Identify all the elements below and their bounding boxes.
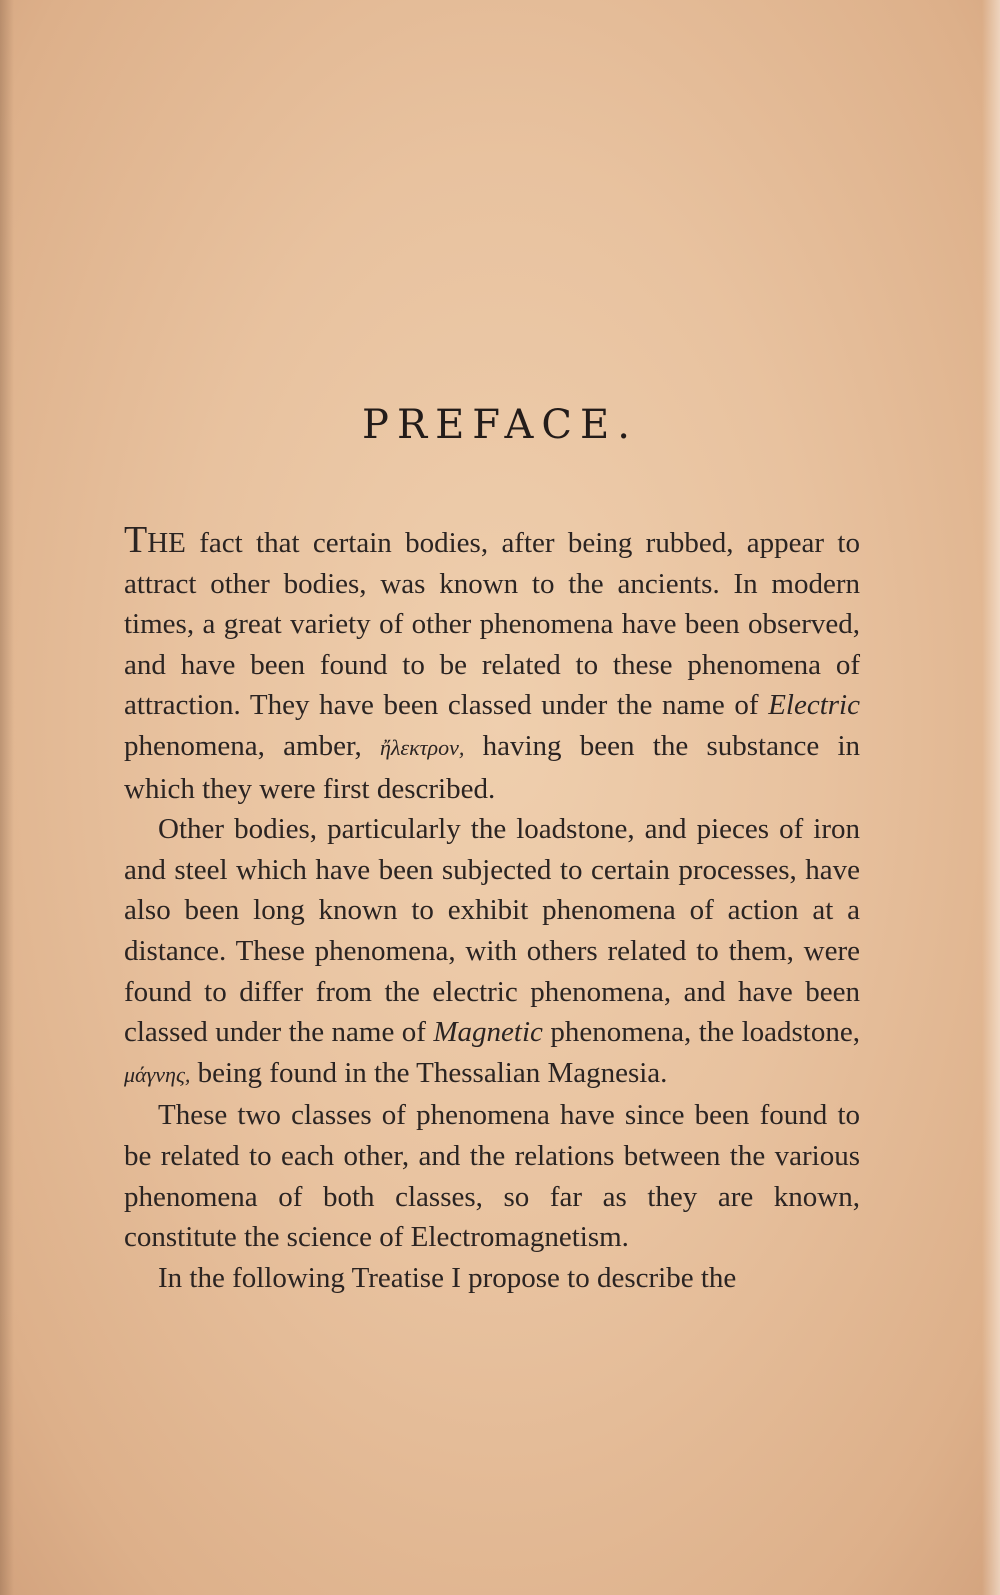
page-edge-shadow (0, 0, 14, 1595)
paragraph-4: In the following Treatise I propose to describe the (158, 1261, 737, 1294)
paragraph-1: THE fact that certain bodies, after being rubbed, appear to attract other bodies, was known to the ancients. In modern times, a great variety of other phenomena have been observed, and have been found to be related to these phenomena of attraction. They have been classed under the name of Electric phenomena, amber, ἤλεκτρον, having been the substance in which they were first described. (124, 519, 860, 805)
page-title: PREFACE. (362, 402, 638, 448)
greek-word-magnes: μάγνης, (124, 1061, 191, 1087)
paragraph-3: These two classes of phenomena have since been found to be related to each other, and the relations between the various phenomena of both classes, so far as they are known, constitute the science of Electromagnetism. (124, 1099, 860, 1254)
emphasis-electric: Electric (768, 689, 860, 722)
drop-capital: T (124, 519, 148, 561)
page-edge-highlight (982, 0, 1000, 1595)
preface-body (124, 520, 860, 1298)
emphasis-magnetic: Magnetic (433, 1016, 543, 1049)
greek-word-electron: ἤλεκτρον, (379, 734, 465, 760)
paragraph-2: Other bodies, particularly the loadstone, and pieces of iron and steel which have been subjected to certain processes, have also been long known to exhibit phenomena of action at a distance. These phenomena, with others related to them, were found to differ from the electric phenomena, and have been classed under the name of Magnetic phenomena, the loadstone, μάγνης, being found in the Thessalian Magnesia. (124, 813, 860, 1089)
